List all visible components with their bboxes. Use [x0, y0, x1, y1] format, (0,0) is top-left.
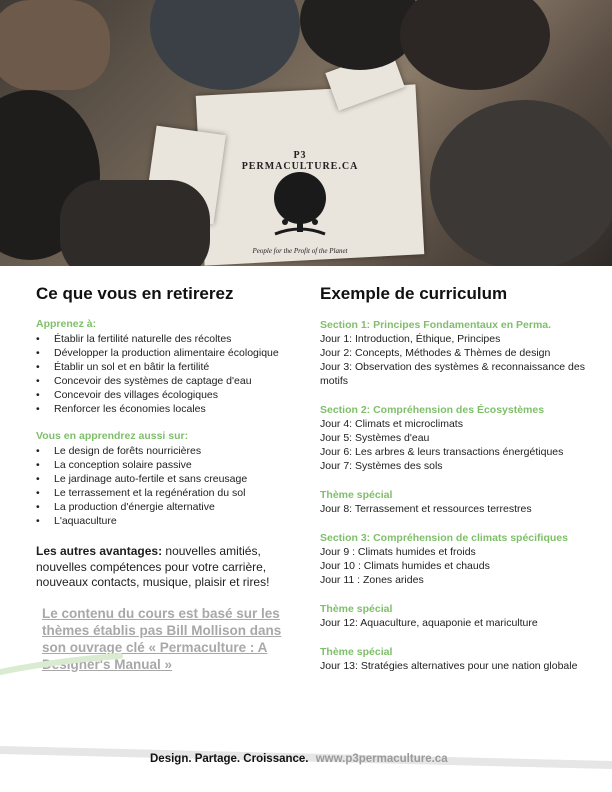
- day-line: Jour 7: Systèmes des sols: [320, 460, 443, 472]
- list-item: • Concevoir des villages écologiques: [36, 388, 294, 402]
- curriculum-section: [320, 318, 588, 388]
- day-line: Jour 2: Concepts, Méthodes & Thèmes de design: [320, 347, 551, 359]
- benefits-label: Les autres avantages:: [36, 544, 163, 558]
- day-line: Jour 8: Terrassement et ressources terrestres: [320, 503, 532, 515]
- day-line: Jour 3: Observation des systèmes & reconnaissance des motifs: [320, 361, 585, 387]
- day-line: Jour 10 : Climats humides et chauds: [320, 560, 490, 572]
- section-title: Section 3: Compréhension de climats spécifiques: [320, 532, 568, 544]
- person: [60, 180, 210, 266]
- list-item: • L'aquaculture: [36, 514, 294, 528]
- learn-label: Apprenez à:: [36, 318, 97, 330]
- curriculum-section: [320, 602, 588, 630]
- list-item: • Établir la fertilité naturelle des récoltes: [36, 332, 294, 346]
- logo-title: P3 PERMACULTURE.CA: [241, 150, 359, 172]
- list-item: • Établir un sol et en bâtir la fertilité: [36, 360, 294, 374]
- list-item: • La conception solaire passive: [36, 458, 294, 472]
- day-line: Jour 12: Aquaculture, aquaponie et mariculture: [320, 617, 538, 629]
- rug: [0, 0, 110, 90]
- learn-list: [36, 332, 294, 416]
- day-line: Jour 9 : Climats humides et froids: [320, 546, 476, 558]
- more-list: [36, 444, 294, 528]
- curriculum-section: [320, 645, 588, 673]
- section-title: Thème spécial: [320, 489, 393, 501]
- person: [430, 100, 612, 266]
- list-item: • Le terrassement et la regénération du sol: [36, 486, 294, 500]
- list-item: • Concevoir des systèmes de captage d'eau: [36, 374, 294, 388]
- footer: [150, 753, 448, 765]
- day-line: Jour 5: Systèmes d'eau: [320, 432, 430, 444]
- right-column: [320, 284, 588, 673]
- list-item: • Le design de forêts nourricières: [36, 444, 294, 458]
- person: [150, 0, 300, 90]
- curriculum-section: [320, 488, 588, 516]
- footer-url-link[interactable]: www.p3permaculture.ca: [315, 753, 448, 765]
- p3-logo: [240, 150, 360, 260]
- header-photo: [0, 0, 612, 266]
- footer-tagline: Design. Partage. Croissance.: [150, 753, 309, 765]
- day-line: Jour 1: Introduction, Éthique, Principes: [320, 333, 501, 345]
- source-quote: Le contenu du cours est basé sur les thèmes établis pas Bill Mollison dans son ouvrage clé « Permaculture : A Designer's Manual »: [42, 605, 282, 672]
- curriculum-section: [320, 403, 588, 473]
- tree-icon: [255, 172, 345, 242]
- person: [400, 0, 550, 90]
- benefits-text: nouvelles amitiés, nouvelles compétences pour votre carrière, nouveaux contacts, musique, plaisir et rires!: [36, 544, 270, 589]
- day-line: Jour 11 : Zones arides: [320, 574, 424, 586]
- list-item: • Renforcer les économies locales: [36, 402, 294, 416]
- more-label: Vous en apprendrez aussi sur:: [36, 430, 189, 442]
- list-item: • La production d'énergie alternative: [36, 500, 294, 514]
- section-title: Section 1: Principes Fondamentaux en Perma.: [320, 319, 552, 331]
- day-line: Jour 6: Les arbres & leurs transactions énergétiques: [320, 446, 564, 458]
- day-line: Jour 4: Climats et microclimats: [320, 418, 463, 430]
- list-item: • Le jardinage auto-fertile et sans creusage: [36, 472, 294, 486]
- list-item: • Développer la production alimentaire écologique: [36, 346, 294, 360]
- section-title: Thème spécial: [320, 603, 393, 615]
- logo-subtitle: People for the Profit of the Planet: [252, 247, 348, 255]
- right-heading: Exemple de curriculum: [320, 284, 508, 303]
- curriculum-section: [320, 531, 588, 587]
- benefits-paragraph: [36, 544, 294, 591]
- section-title: Section 2: Compréhension des Écosystèmes: [320, 404, 545, 416]
- day-line: Jour 13: Stratégies alternatives pour une nation globale: [320, 660, 578, 672]
- left-heading: Ce que vous en retirerez: [36, 284, 234, 303]
- left-column: [36, 284, 294, 673]
- section-title: Thème spécial: [320, 646, 393, 658]
